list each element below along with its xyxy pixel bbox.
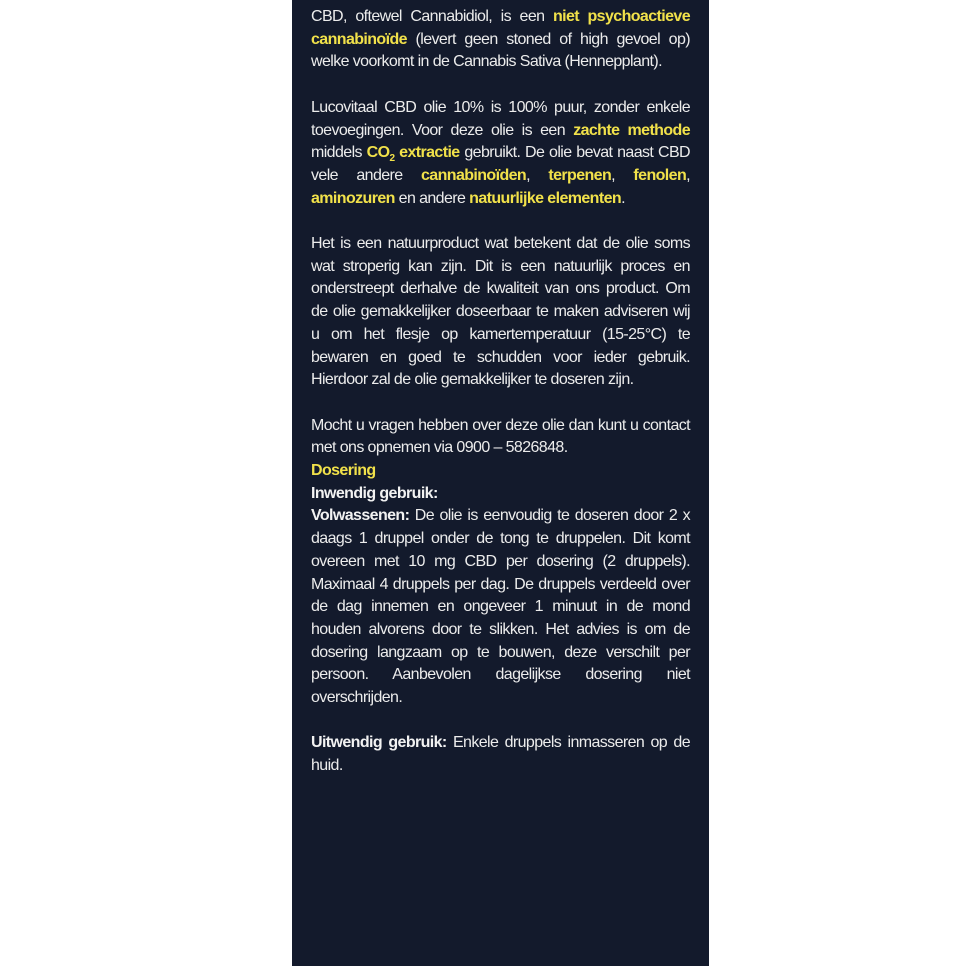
- product-text-and-other: en andere: [394, 189, 470, 207]
- product-paragraph: [311, 97, 690, 211]
- extraction-label: extractie: [394, 144, 460, 162]
- external-use-text: Enkele druppels inmasseren op de huid.: [311, 734, 690, 775]
- intro-paragraph: [311, 6, 690, 74]
- highlight-non-psychoactive: niet psychoactieve cannabinoïde: [311, 8, 690, 48]
- adults-label: Volwassenen:: [311, 507, 410, 525]
- highlight-phenols: fenolen: [633, 166, 687, 184]
- external-use-paragraph: [311, 732, 690, 777]
- period: .: [621, 189, 625, 207]
- comma: ,: [611, 166, 634, 184]
- external-use-label: Uitwendig gebruik:: [311, 734, 447, 752]
- label-text-panel: [292, 0, 709, 966]
- highlight-co2-extraction: [366, 144, 460, 165]
- highlight-terpenes: terpenen: [548, 166, 612, 184]
- highlight-natural-elements: natuurlijke elementen: [469, 189, 622, 207]
- dosage-heading: Dosering: [311, 462, 376, 480]
- comma: ,: [526, 166, 549, 184]
- co2-label: CO: [366, 144, 390, 162]
- highlight-cannabinoids: cannabinoïden: [421, 166, 527, 184]
- highlight-amino-acids: aminozuren: [311, 189, 395, 207]
- adults-text: De olie is eenvoudig te doseren door 2 x daags 1 druppel onder de tong te druppelen. Dit komt overeen met 10 mg CBD per dosering (2 druppels). Maximaal 4 druppels per dag. De druppels verdeeld over de dag innemen en ongeveer 1 minuut in de mond houden alvorens door te slikken. Het advies is om de dosering langzaam op te bouwen, deze verschilt per persoon. Aanbevolen dagelijkse dosering niet overschrijden.: [311, 507, 690, 707]
- highlight-gentle-method: zachte methode: [573, 121, 691, 139]
- co2-subscript: 2: [389, 153, 395, 165]
- natural-product-paragraph: Het is een natuurproduct wat betekent dat de olie soms wat stroperig kan zijn. Dit is een natuurlijk proces en onderstreept derhalve de kwaliteit van ons product. Om de olie gemakkelijker doseerbaar te maken adviseren wij u om het flesje op kamertemperatuur (15-25°C) te bewaren en goed te schudden voor ieder gebruik. Hierdoor zal de olie gemakkelijker te doseren zijn.: [311, 235, 690, 389]
- product-text-contains: gebruikt. De olie bevat naast CBD vele andere: [311, 144, 690, 184]
- product-text-middels: middels: [311, 144, 367, 162]
- comma: ,: [686, 166, 690, 184]
- intro-text-rest: (levert geen stoned of high gevoel op) welke voorkomt in de Cannabis Sativa (Hennepplant).: [311, 30, 690, 71]
- internal-use-heading: Inwendig gebruik:: [311, 484, 438, 502]
- product-text: Lucovitaal CBD olie 10% is 100% puur, zonder enkele toevoegingen. Voor deze olie is een: [311, 98, 690, 139]
- intro-text: CBD, oftewel Cannabidiol, is een: [311, 8, 553, 25]
- adults-paragraph: [311, 505, 690, 709]
- contact-paragraph: Mocht u vragen hebben over deze olie dan kunt u contact met ons opnemen via 0900 – 5826848.: [311, 416, 690, 457]
